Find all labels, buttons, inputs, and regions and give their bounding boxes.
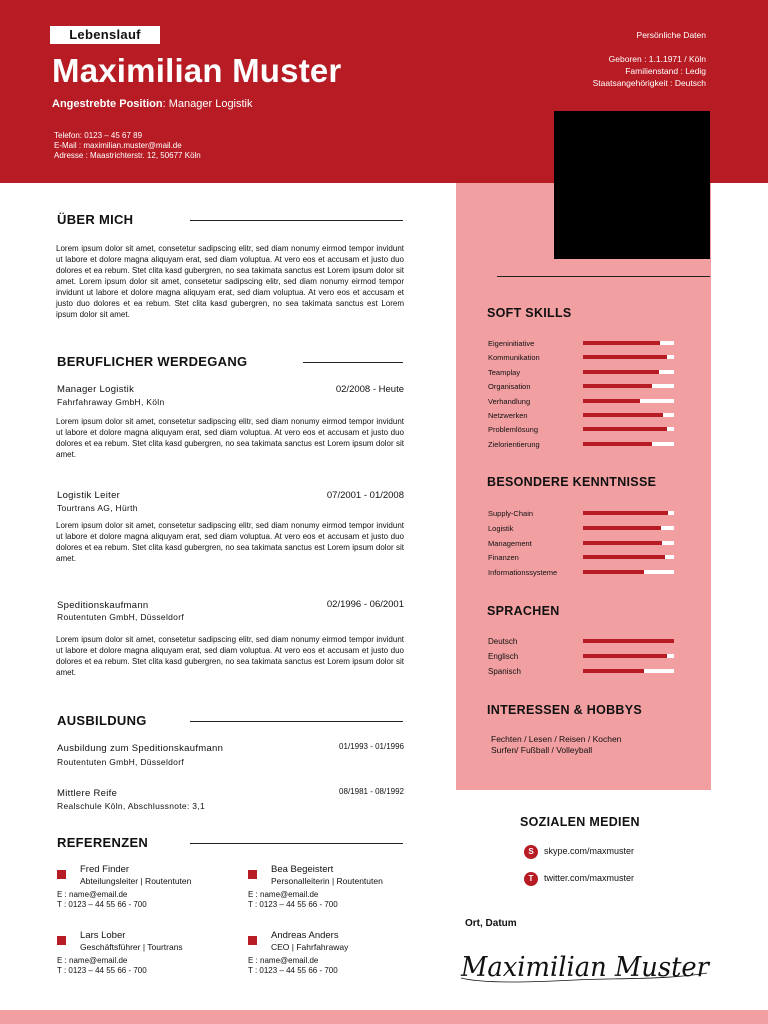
skill-bar-fill bbox=[583, 639, 674, 643]
knowledge-item bbox=[488, 552, 678, 564]
education-title-2: Mittlere Reife bbox=[57, 788, 118, 799]
document-badge: Lebenslauf bbox=[50, 26, 160, 44]
skill-bar-track bbox=[583, 442, 674, 446]
soft-skills-label: Teamplay bbox=[488, 367, 521, 377]
social-link-twitter[interactable]: twitter.com/maxmuster bbox=[544, 873, 635, 883]
section-title-social: SOZIALEN MEDIEN bbox=[520, 815, 640, 829]
social-link-skype[interactable]: skype.com/maxmuster bbox=[544, 846, 635, 856]
personal-birth: Geboren : 1.1.1971 / Köln bbox=[608, 54, 706, 64]
reference-email-4: E : name@email.de bbox=[248, 956, 319, 965]
section-title-about: ÜBER MICH bbox=[57, 212, 134, 227]
soft-skills-item bbox=[488, 381, 678, 393]
soft-skills-item bbox=[488, 410, 678, 422]
education-school-2: Realschule Köln, Abschlussnote: 3,1 bbox=[57, 801, 206, 811]
skill-bar-track bbox=[583, 570, 674, 574]
job-date-2: 07/2001 - 01/2008 bbox=[326, 490, 404, 501]
knowledge-label: Management bbox=[488, 538, 532, 548]
reference-email-1: E : name@email.de bbox=[57, 890, 128, 899]
contact-address: Adresse : Maastrichterstr. 12, 50677 Köln bbox=[54, 151, 201, 160]
job-company-2: Tourtrans AG, Hürth bbox=[57, 503, 138, 513]
reference-phone-1: T : 0123 – 44 55 66 - 700 bbox=[57, 900, 147, 909]
reference-email-2: E : name@email.de bbox=[248, 890, 319, 899]
soft-skills-label: Problemlösung bbox=[488, 425, 539, 435]
education-date-2: 08/1981 - 08/1992 bbox=[339, 787, 404, 796]
place-date-label: Ort, Datum bbox=[465, 918, 517, 929]
section-rule-education bbox=[190, 721, 403, 722]
job-title-1: Manager Logistik bbox=[57, 384, 135, 395]
reference-role-4: CEO | Fahrfahraway bbox=[271, 942, 349, 952]
skill-bar-track bbox=[583, 654, 674, 658]
section-title-career: BERUFLICHER WERDEGANG bbox=[57, 354, 248, 369]
job-title-3: Speditionskaufmann bbox=[57, 600, 149, 611]
skill-bar-track bbox=[583, 341, 674, 345]
twitter-icon: T bbox=[524, 872, 538, 886]
soft-skills-item bbox=[488, 439, 678, 451]
soft-skills-label: Eigeninitiative bbox=[488, 339, 535, 348]
languages-label: Deutsch bbox=[488, 637, 518, 646]
skill-bar-fill bbox=[583, 399, 640, 403]
skill-bar-track bbox=[583, 639, 674, 643]
skill-bar-fill bbox=[583, 384, 652, 388]
section-title-hobbies: INTERESSEN & HOBBYS bbox=[487, 703, 643, 717]
reference-phone-4: T : 0123 – 44 55 66 - 700 bbox=[248, 966, 338, 975]
signature bbox=[455, 940, 715, 990]
soft-skills-label: Kommunikation bbox=[488, 353, 540, 363]
soft-skills-label: Netzwerken bbox=[488, 411, 528, 420]
section-rule-references bbox=[190, 843, 403, 844]
knowledge-label: Logistik bbox=[488, 523, 514, 533]
skill-bar-fill bbox=[583, 570, 644, 574]
soft-skills-item bbox=[488, 352, 678, 364]
skill-bar-track bbox=[583, 355, 674, 359]
desired-position bbox=[52, 98, 253, 110]
skill-bar-track bbox=[583, 541, 674, 545]
job-date-3: 02/1996 - 06/2001 bbox=[326, 599, 404, 610]
skill-bar-fill bbox=[583, 541, 662, 545]
knowledge-label: Supply-Chain bbox=[488, 509, 534, 518]
reference-contact-4 bbox=[248, 956, 338, 976]
job-company-3: Routentuten GmbH, Düsseldorf bbox=[57, 612, 184, 622]
footer-band bbox=[0, 1010, 768, 1024]
position-value: : Manager Logistik bbox=[162, 98, 253, 110]
education-school-1: Routentuten GmbH, Düsseldorf bbox=[57, 757, 184, 767]
reference-phone-2: T : 0123 – 44 55 66 - 700 bbox=[248, 900, 338, 909]
reference-role-1: Abteilungsleiter | Routentuten bbox=[80, 876, 192, 886]
skill-bar-track bbox=[583, 511, 674, 515]
contact-email: E-Mail : maximilian.muster@mail.de bbox=[54, 141, 182, 150]
soft-skills-item bbox=[488, 424, 678, 436]
reference-contact-2 bbox=[248, 890, 338, 910]
knowledge-item bbox=[488, 508, 678, 520]
section-rule-career bbox=[303, 362, 403, 363]
reference-marker-icon bbox=[248, 936, 257, 945]
soft-skills-item bbox=[488, 338, 678, 350]
reference-contact-3 bbox=[57, 956, 147, 976]
knowledge-label: Informationssysteme bbox=[488, 568, 558, 578]
signature-text: Maximilian Muster bbox=[460, 952, 711, 983]
languages-label: Spanisch bbox=[488, 667, 521, 676]
skill-bar-fill bbox=[583, 654, 667, 658]
skill-bar-track bbox=[583, 526, 674, 530]
personal-data bbox=[593, 29, 706, 89]
soft-skills-item bbox=[488, 367, 678, 379]
skill-bar-fill bbox=[583, 442, 652, 446]
knowledge-item bbox=[488, 523, 678, 535]
reference-name-1: Fred Finder bbox=[80, 864, 130, 875]
hobbies-text bbox=[491, 734, 621, 756]
contact-phone: Telefon: 0123 – 45 67 89 bbox=[54, 131, 143, 140]
reference-role-2: Personalleiterin | Routentuten bbox=[271, 876, 383, 886]
skill-bar-fill bbox=[583, 669, 644, 673]
section-title-languages: SPRACHEN bbox=[487, 604, 560, 618]
job-description-2: Lorem ipsum dolor sit amet, consetetur sadipscing elitr, sed diam nonumy eirmod tempor invidunt ut labore et dolore magna aliquyam erat, sed diam voluptua. At vero eos et accusam et justo duo dolores et ea rebum. Stet clita kasd gubergren, no sea takimata sanctus est Lorem ipsum dolor sit amet. bbox=[56, 521, 404, 563]
soft-skills-label: Zielorientierung bbox=[488, 439, 540, 449]
skill-bar-track bbox=[583, 669, 674, 673]
reference-marker-icon bbox=[57, 936, 66, 945]
personal-nationality: Staatsangehörigkeit : Deutsch bbox=[592, 78, 706, 88]
reference-contact-1 bbox=[57, 890, 147, 910]
position-label: Angestrebte Position bbox=[52, 98, 163, 110]
personal-marital-status: Familienstand : Ledig bbox=[625, 66, 706, 76]
skill-bar-fill bbox=[583, 341, 660, 345]
education-title-1: Ausbildung zum Speditionskaufmann bbox=[57, 743, 224, 754]
skill-bar-fill bbox=[583, 355, 667, 359]
skill-bar-track bbox=[583, 384, 674, 388]
candidate-name: Maximilian Muster bbox=[52, 52, 342, 89]
languages-item bbox=[488, 666, 678, 678]
education-date-1: 01/1993 - 01/1996 bbox=[339, 742, 404, 751]
contact-block bbox=[54, 131, 201, 161]
soft-skills-item bbox=[488, 396, 678, 408]
section-title-education: AUSBILDUNG bbox=[57, 713, 147, 728]
reference-phone-3: T : 0123 – 44 55 66 - 700 bbox=[57, 966, 147, 975]
skill-bar-fill bbox=[583, 526, 661, 530]
reference-name-2: Bea Begeistert bbox=[271, 864, 334, 875]
about-text: Lorem ipsum dolor sit amet, consetetur sadipscing elitr, sed diam nonumy eirmod tempor invidunt ut labore et dolore magna aliquyam erat, sed diam voluptua. At vero eos et accusam et justo duo dolores et ea rebum. Stet clita kasd gubergren, no sea takimata sanctus est Lorem ipsum dolor sit amet. Lorem ipsum dolor sit amet, consetetur sadipscing elitr, sed diam nonumy eirmod tempor invidunt ut labore et dolore magna aliquyam erat, sed diam voluptua. At vero eos et accusam et justo duo dolores et ea rebum. Stet clita kasd gubergren, no sea takimata sanctus est Lorem ipsum dolor sit amet. bbox=[56, 244, 404, 319]
skill-bar-fill bbox=[583, 511, 668, 515]
knowledge-item bbox=[488, 538, 678, 550]
section-title-knowledge: BESONDERE KENNTNISSE bbox=[487, 475, 657, 489]
hobbies-line-1: Fechten / Lesen / Reisen / Kochen bbox=[491, 734, 622, 744]
skill-bar-fill bbox=[583, 427, 667, 431]
job-title-2: Logistik Leiter bbox=[57, 490, 121, 501]
section-title-soft-skills: SOFT SKILLS bbox=[487, 306, 572, 320]
skill-bar-track bbox=[583, 370, 674, 374]
languages-item bbox=[488, 651, 678, 663]
skill-bar-fill bbox=[583, 370, 659, 374]
languages-item bbox=[488, 636, 678, 648]
skill-bar-fill bbox=[583, 413, 663, 417]
reference-marker-icon bbox=[248, 870, 257, 879]
skill-bar-track bbox=[583, 399, 674, 403]
reference-name-4: Andreas Anders bbox=[271, 930, 339, 941]
profile-photo bbox=[554, 111, 710, 259]
job-description-1: Lorem ipsum dolor sit amet, consetetur sadipscing elitr, sed diam nonumy eirmod tempor invidunt ut labore et dolore magna aliquyam erat, sed diam voluptua. At vero eos et accusam et justo duo dolores et ea rebum. Stet clita kasd gubergren, no sea takimata sanctus est Lorem ipsum dolor sit amet. bbox=[56, 417, 404, 459]
skill-bar-track bbox=[583, 555, 674, 559]
section-rule-about bbox=[190, 220, 403, 221]
soft-skills-label: Verhandlung bbox=[488, 396, 531, 406]
soft-skills-label: Organisation bbox=[488, 382, 531, 392]
photo-divider bbox=[497, 276, 710, 277]
skill-bar-track bbox=[583, 413, 674, 417]
section-title-references: REFERENZEN bbox=[57, 835, 149, 850]
knowledge-item bbox=[488, 567, 678, 579]
skill-bar-track bbox=[583, 427, 674, 431]
reference-name-3: Lars Lober bbox=[80, 930, 126, 941]
job-company-1: Fahrfahraway GmbH, Köln bbox=[57, 397, 165, 407]
languages-label: Englisch bbox=[488, 652, 519, 661]
skype-icon: S bbox=[524, 845, 538, 859]
reference-email-3: E : name@email.de bbox=[57, 956, 128, 965]
job-description-3: Lorem ipsum dolor sit amet, consetetur sadipscing elitr, sed diam nonumy eirmod tempor invidunt ut labore et dolore magna aliquyam erat, sed diam voluptua. At vero eos et accusam et justo duo dolores et ea rebum. Stet clita kasd gubergren, no sea takimata sanctus est Lorem ipsum dolor sit amet. bbox=[56, 635, 404, 677]
knowledge-label: Finanzen bbox=[488, 553, 519, 563]
hobbies-line-2: Surfen/ Fußball / Volleyball bbox=[491, 745, 593, 755]
skill-bar-fill bbox=[583, 555, 665, 559]
personal-data-heading: Persönliche Daten bbox=[636, 30, 706, 40]
job-date-1: 02/2008 - Heute bbox=[335, 384, 404, 395]
reference-marker-icon bbox=[57, 870, 66, 879]
reference-role-3: Geschäftsführer | Tourtrans bbox=[80, 942, 183, 952]
